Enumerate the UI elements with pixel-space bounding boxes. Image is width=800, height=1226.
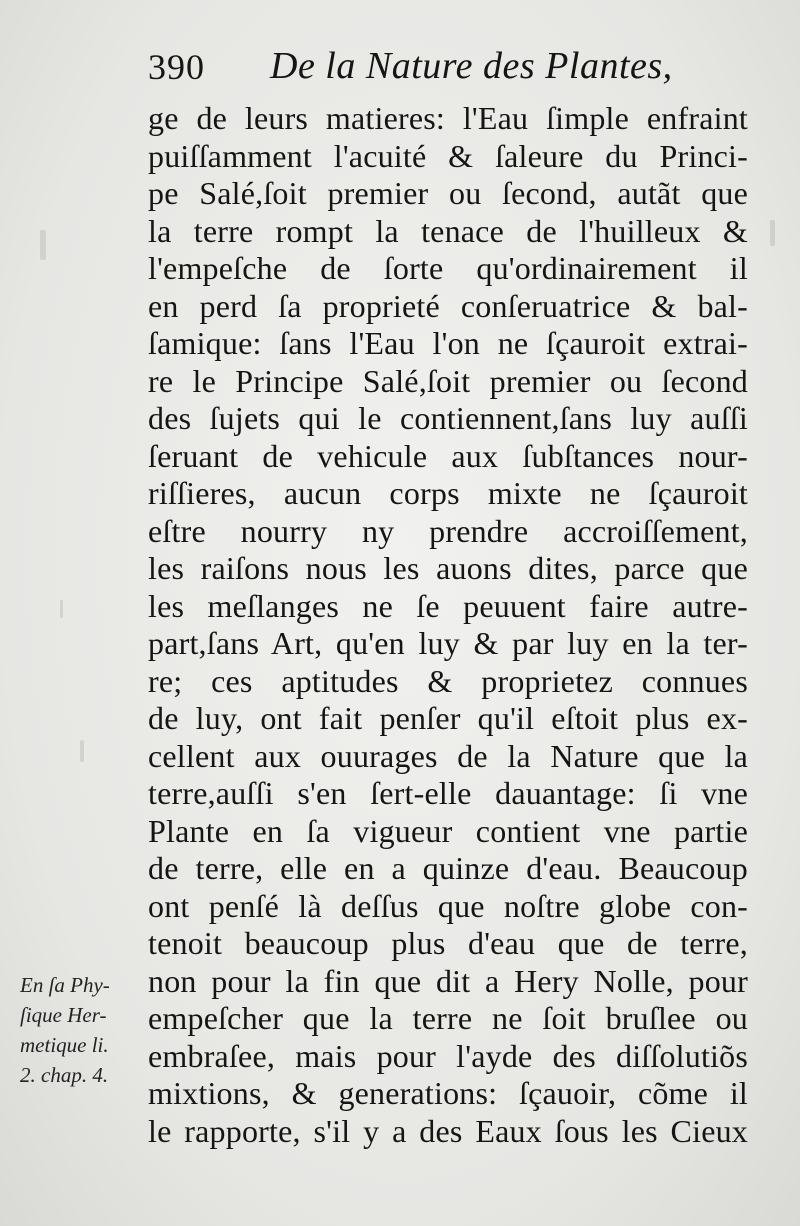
marginal-note-line: 2. chap. 4. bbox=[20, 1063, 109, 1087]
marginal-note-line: ſique Her- bbox=[20, 1003, 107, 1027]
text-line: re; ces aptitudes & proprietez connues bbox=[148, 662, 748, 699]
text-line: part,ſans Art, qu'en luy & par luy en la ter- bbox=[148, 625, 748, 661]
text-line: empeſcher que la terre ne ſoit bruſlee ou bbox=[148, 1000, 748, 1036]
text-line: l'empeſche de ſorte qu'ordinairement il bbox=[148, 250, 748, 286]
text-line: ſamique: ſans l'Eau l'on ne ſçauroit extrai- bbox=[148, 325, 748, 361]
page-header bbox=[146, 40, 673, 92]
text-line: terre,auſſi s'en ſert-elle dauantage: ſi vne bbox=[148, 775, 748, 811]
running-title: De la Nature des Plantes, bbox=[270, 45, 673, 87]
text-line: Plante en ſa vigueur contient vne partie bbox=[148, 812, 748, 849]
text-line: en perd ſa proprieté conſeruatrice & bal- bbox=[148, 287, 748, 324]
marginal-note-line: metique li. bbox=[20, 1033, 109, 1057]
text-line: de terre, elle en a quinze d'eau. Beaucoup bbox=[148, 850, 748, 886]
paper-blemish bbox=[40, 230, 46, 260]
page-number: 390 bbox=[148, 47, 205, 87]
text-line: riſſieres, aucun corps mixte ne ſçauroit bbox=[148, 475, 748, 511]
text-line: ſeruant de vehicule aux ſubſtances nour- bbox=[148, 437, 748, 474]
text-line: la terre rompt la tenace de l'huilleux & bbox=[148, 212, 748, 249]
paper-blemish bbox=[770, 220, 775, 246]
text-line: les raiſons nous les auons dites, parce que bbox=[148, 550, 748, 586]
text-line: non pour la fin que dit a Hery Nolle, pour bbox=[148, 962, 748, 999]
text-line: re le Principe Salé,ſoit premier ou ſecond bbox=[148, 362, 748, 399]
marginal-note bbox=[20, 970, 152, 1090]
text-line: tenoit beaucoup plus d'eau que de terre, bbox=[148, 925, 748, 961]
text-line: embraſee, mais pour l'ayde des diſſolutiõs bbox=[148, 1037, 748, 1074]
text-line: de luy, ont fait penſer qu'il eſtoit plus ex- bbox=[148, 700, 748, 736]
text-line: ont penſé là deſſus que noſtre globe con- bbox=[148, 887, 748, 924]
paper-blemish bbox=[80, 740, 84, 762]
body-text bbox=[148, 100, 748, 1150]
text-line: les meſlanges ne ſe peuuent faire autre- bbox=[148, 587, 748, 624]
text-line: cellent aux ouurages de la Nature que la bbox=[148, 737, 748, 774]
text-line: le rapporte, s'il y a des Eaux ſous les Cieux bbox=[148, 1112, 748, 1149]
text-line: puiſſamment l'acuité & ſaleure du Princi- bbox=[148, 137, 748, 174]
text-line: ge de leurs matieres: l'Eau ſimple enfraint bbox=[148, 100, 748, 136]
text-line: eſtre nourry ny prendre accroiſſement, bbox=[148, 512, 748, 549]
paper-blemish bbox=[60, 600, 63, 618]
text-line: pe Salé,ſoit premier ou ſecond, autãt que bbox=[148, 175, 748, 211]
marginal-note-line: En ſa Phy- bbox=[20, 973, 110, 997]
text-line: des ſujets qui le contiennent,ſans luy auſſi bbox=[148, 400, 748, 436]
text-line: mixtions, & generations: ſçauoir, cõme il bbox=[148, 1075, 748, 1111]
